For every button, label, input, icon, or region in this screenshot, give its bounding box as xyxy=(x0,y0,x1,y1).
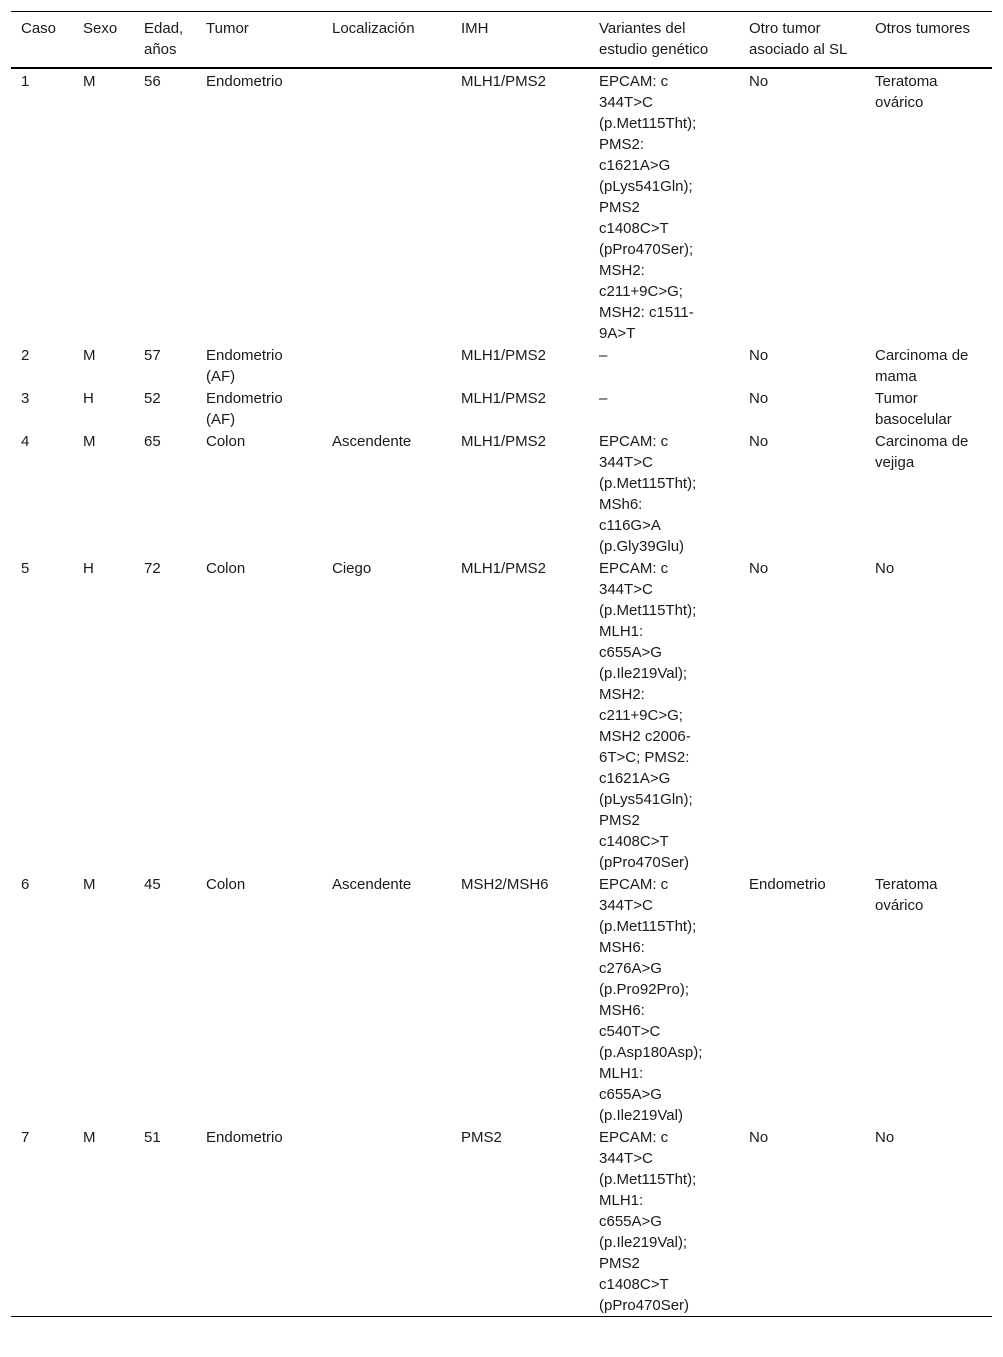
cell-variantes: EPCAM: c 344T>C (p.Met115Tht); MLH1: c655A>G (p.Ile219Val); MSH2: c211+9C>G; MSH2 c2006- 6T>C; PMS2: c1621A>G (pLys541Gln); PMS2 c1408C>T (pPro470Ser) xyxy=(599,560,697,871)
cell-edad: 52 xyxy=(144,390,161,407)
cell-otro-tumor: No xyxy=(749,347,769,364)
cell-imh: MLH1/PMS2 xyxy=(461,433,547,450)
cell-variantes: EPCAM: c 344T>C (p.Met115Tht); PMS2: c1621A>G (pLys541Gln); PMS2 c1408C>T (pPro470Ser); MSH2: c211+9C>G; MSH2: c1511- 9A>T xyxy=(599,73,697,342)
cell-tumor: Endometrio (AF) xyxy=(206,347,283,385)
cell-otro-tumor: No xyxy=(749,390,769,407)
table-row xyxy=(11,387,992,430)
cell-variantes: EPCAM: c 344T>C (p.Met115Tht); MLH1: c655A>G (p.Ile219Val); PMS2 c1408C>T (pPro470Ser) xyxy=(599,1129,697,1314)
cell-tumor: Colon xyxy=(206,876,246,893)
cell-sexo: M xyxy=(83,433,96,450)
cell-localizacion xyxy=(322,387,451,430)
header-otros-tumores: Otros tumores xyxy=(875,20,971,37)
table-row xyxy=(11,68,992,344)
cell-localizacion: Ascendente xyxy=(332,876,412,893)
cell-caso: 1 xyxy=(21,73,30,90)
table-row xyxy=(11,873,992,1126)
cell-sexo: M xyxy=(83,73,96,90)
cell-variantes: EPCAM: c 344T>C (p.Met115Tht); MSH6: c276A>G (p.Pro92Pro); MSH6: c540T>C (p.Asp180Asp); MLH1: c655A>G (p.Ile219Val) xyxy=(599,876,703,1124)
cell-otros-tumores: Tumor basocelular xyxy=(875,390,952,428)
cell-caso: 2 xyxy=(21,347,30,364)
cell-sexo: M xyxy=(83,1129,96,1146)
cell-tumor: Endometrio xyxy=(206,73,283,90)
cell-otros-tumores: No xyxy=(875,560,895,577)
header-row xyxy=(11,12,992,69)
cell-sexo: H xyxy=(83,560,94,577)
cell-imh: MSH2/MSH6 xyxy=(461,876,549,893)
table-container xyxy=(11,11,992,1317)
cell-localizacion: Ascendente xyxy=(332,433,412,450)
cell-edad: 45 xyxy=(144,876,161,893)
cell-localizacion xyxy=(322,68,451,344)
table-row xyxy=(11,430,992,557)
cell-edad: 72 xyxy=(144,560,161,577)
cell-tumor: Endometrio (AF) xyxy=(206,390,283,428)
header-localizacion: Localización xyxy=(332,20,415,37)
cell-tumor: Colon xyxy=(206,433,246,450)
cell-caso: 5 xyxy=(21,560,30,577)
cell-edad: 65 xyxy=(144,433,161,450)
cell-sexo: M xyxy=(83,876,96,893)
cell-otros-tumores: Carcinoma de vejiga xyxy=(875,433,969,471)
cell-otros-tumores: No xyxy=(875,1129,895,1146)
cell-localizacion xyxy=(322,344,451,387)
cell-edad: 56 xyxy=(144,73,161,90)
header-sexo: Sexo xyxy=(83,20,118,37)
cell-edad: 57 xyxy=(144,347,161,364)
cell-imh: PMS2 xyxy=(461,1129,502,1146)
cell-imh: MLH1/PMS2 xyxy=(461,390,547,407)
table-row xyxy=(11,1126,992,1317)
cell-otro-tumor: No xyxy=(749,433,769,450)
cases-table xyxy=(11,11,992,1317)
cell-edad: 51 xyxy=(144,1129,161,1146)
cell-caso: 6 xyxy=(21,876,30,893)
cell-sexo: M xyxy=(83,347,96,364)
cell-imh: MLH1/PMS2 xyxy=(461,560,547,577)
cell-variantes: – xyxy=(599,347,608,364)
header-caso: Caso xyxy=(21,20,57,37)
cell-otros-tumores: Carcinoma de mama xyxy=(875,347,969,385)
cell-caso: 3 xyxy=(21,390,30,407)
cell-otro-tumor: No xyxy=(749,1129,769,1146)
cell-localizacion xyxy=(322,1126,451,1317)
cell-tumor: Colon xyxy=(206,560,246,577)
cell-imh: MLH1/PMS2 xyxy=(461,347,547,364)
header-variantes: Variantes del estudio genético xyxy=(599,20,709,58)
table-row xyxy=(11,557,992,873)
cell-variantes: – xyxy=(599,390,608,407)
cell-sexo: H xyxy=(83,390,94,407)
cell-otros-tumores: Teratoma ovárico xyxy=(875,73,938,111)
cell-caso: 7 xyxy=(21,1129,30,1146)
cell-otro-tumor: No xyxy=(749,560,769,577)
cell-caso: 4 xyxy=(21,433,30,450)
cell-otro-tumor: No xyxy=(749,73,769,90)
table-row xyxy=(11,344,992,387)
cell-imh: MLH1/PMS2 xyxy=(461,73,547,90)
cell-tumor: Endometrio xyxy=(206,1129,283,1146)
cell-otro-tumor: Endometrio xyxy=(749,876,826,893)
cell-localizacion: Ciego xyxy=(332,560,372,577)
header-imh: IMH xyxy=(461,20,489,37)
cell-variantes: EPCAM: c 344T>C (p.Met115Tht); MSh6: c116G>A (p.Gly39Glu) xyxy=(599,433,697,555)
cell-otros-tumores: Teratoma ovárico xyxy=(875,876,938,914)
header-otro-tumor: Otro tumor asociado al SL xyxy=(749,20,848,58)
header-edad: Edad, años xyxy=(144,20,184,58)
header-tumor: Tumor xyxy=(206,20,249,37)
